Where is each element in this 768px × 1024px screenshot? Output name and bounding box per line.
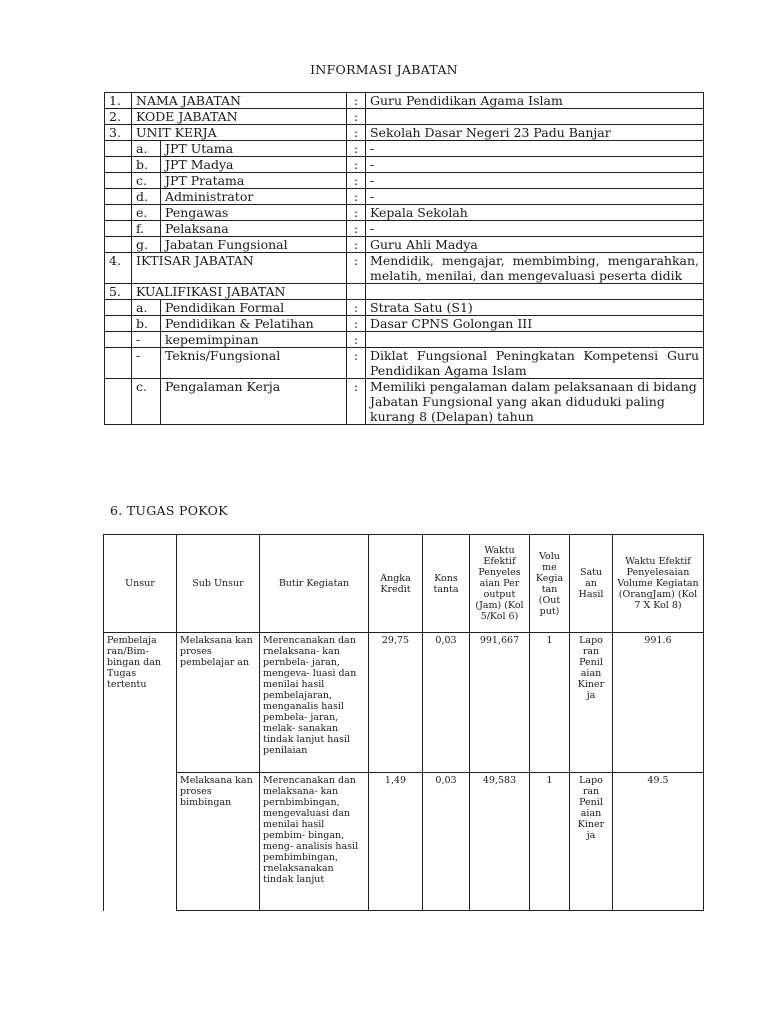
row-value: Guru Ahli Madya: [366, 237, 704, 253]
row-label: NAMA JABATAN: [132, 93, 347, 109]
row-letter: -: [132, 348, 161, 379]
row-value: Dasar CPNS Golongan III: [366, 316, 704, 332]
unsur-cell: Pembelaja ran/Bim- bingan dan Tugas tertentu: [104, 633, 177, 911]
row-letter: g.: [132, 237, 161, 253]
info-row-administrator: [105, 189, 704, 205]
header-waktu-total: Waktu Efektif Penyelesaian Volume Kegiatan (OrangJam) (Kol 7 X Kol 8): [613, 535, 704, 633]
konstanta-cell: 0,03: [423, 633, 470, 773]
row-value: Sekolah Dasar Negeri 23 Padu Banjar: [366, 125, 704, 141]
info-row-nama-jabatan: [105, 93, 704, 109]
row-letter: c.: [132, 173, 161, 189]
row-label: Jabatan Fungsional: [161, 237, 347, 253]
row-spacer: [105, 300, 132, 316]
volume-cell: 1: [530, 633, 570, 773]
row-number: 3.: [105, 125, 132, 141]
row-separator: :: [347, 141, 366, 157]
header-satuan-hasil: Satu an Hasil: [570, 535, 613, 633]
row-letter: c.: [132, 379, 161, 425]
info-row-jpt-pratama: [105, 173, 704, 189]
row-value: -: [366, 189, 704, 205]
row-value: -: [366, 173, 704, 189]
row-separator: :: [347, 157, 366, 173]
row-letter: f.: [132, 221, 161, 237]
row-label: Administrator: [161, 189, 347, 205]
row-value: [366, 109, 704, 125]
butir-cell: Merencanakan dan rnelaksana- kan pernbela- jaran, mengeva- luasi dan menilai hasil pembelajaran, menganalis hasil pembela- jaran, melak- sanakan tindak lanjut hasil penilaian: [260, 633, 369, 773]
header-sub-unsur: Sub Unsur: [177, 535, 260, 633]
row-label: Pelaksana: [161, 221, 347, 237]
header-konstanta: Kons tanta: [423, 535, 470, 633]
row-letter: a.: [132, 300, 161, 316]
waktu-cell: 991,667: [470, 633, 530, 773]
konstanta-cell: 0,03: [423, 773, 470, 911]
row-letter: e.: [132, 205, 161, 221]
row-separator: :: [347, 125, 366, 141]
satuan-cell: Lapo ran Penil aian Kiner ja: [570, 633, 613, 773]
row-separator: :: [347, 173, 366, 189]
sub-unsur-cell: Melaksana kan proses pembelajar an: [177, 633, 260, 773]
row-separator: :: [347, 237, 366, 253]
row-letter: d.: [132, 189, 161, 205]
info-row-pengalaman-kerja: [105, 379, 704, 425]
row-separator: [347, 284, 366, 300]
row-separator: :: [347, 379, 366, 425]
row-separator: :: [347, 316, 366, 332]
row-separator: :: [347, 109, 366, 125]
row-separator: :: [347, 221, 366, 237]
tugas-pokok-table: [103, 534, 704, 911]
row-label: Pengawas: [161, 205, 347, 221]
info-row-jabatan-fungsional: [105, 237, 704, 253]
info-row-pengawas: [105, 205, 704, 221]
info-row-kode-jabatan: [105, 109, 704, 125]
info-row-pendidikan-formal: [105, 300, 704, 316]
row-value: [366, 332, 704, 348]
row-label: Pengalaman Kerja: [161, 379, 347, 425]
volume-cell: 1: [530, 773, 570, 911]
row-letter: b.: [132, 157, 161, 173]
row-value: -: [366, 157, 704, 173]
row-spacer: [105, 348, 132, 379]
info-row-jpt-madya: [105, 157, 704, 173]
section-title-tugas-pokok: 6. TUGAS POKOK: [110, 503, 228, 518]
row-value: Diklat Fungsional Peningkatan Kompetensi Guru Pendidikan Agama Islam: [366, 348, 704, 379]
header-waktu-efektif: Waktu Efektif Penyeles aian Per output (Jam) (Kol 5/Kol 6): [470, 535, 530, 633]
row-separator: :: [347, 253, 366, 284]
row-separator: :: [347, 205, 366, 221]
header-butir-kegiatan: Butir Kegiatan: [260, 535, 369, 633]
total-cell: 49.5: [613, 773, 704, 911]
row-separator: :: [347, 348, 366, 379]
row-separator: :: [347, 332, 366, 348]
row-label: Pendidikan Formal: [161, 300, 347, 316]
row-spacer: [105, 379, 132, 425]
row-number: 1.: [105, 93, 132, 109]
row-label: KODE JABATAN: [132, 109, 347, 125]
row-value: Guru Pendidikan Agama Islam: [366, 93, 704, 109]
row-spacer: [105, 221, 132, 237]
row-label: kepemimpinan: [161, 332, 347, 348]
row-value: [366, 284, 704, 300]
row-number: 2.: [105, 109, 132, 125]
row-label: UNIT KERJA: [132, 125, 347, 141]
row-value: Memiliki pengalaman dalam pelaksanaan di bidang Jabatan Fungsional yang akan diduduki paling kurang 8 (Delapan) tahun: [366, 379, 704, 425]
row-value: Kepala Sekolah: [366, 205, 704, 221]
row-letter: b.: [132, 316, 161, 332]
angka-kredit-cell: 29,75: [369, 633, 423, 773]
info-row-kualifikasi-jabatan: [105, 284, 704, 300]
row-value: Mendidik, mengajar, membimbing, mengarahkan, melatih, menilai, dan mengevaluasi peserta didik: [366, 253, 704, 284]
row-spacer: [105, 237, 132, 253]
info-row-teknis-fungsional: [105, 348, 704, 379]
info-row-kepemimpinan: [105, 332, 704, 348]
table-row: [104, 773, 704, 911]
row-spacer: [105, 173, 132, 189]
row-label: JPT Utama: [161, 141, 347, 157]
header-unsur: Unsur: [104, 535, 177, 633]
waktu-cell: 49,583: [470, 773, 530, 911]
row-value: -: [366, 141, 704, 157]
row-label: Teknis/Fungsional: [161, 348, 347, 379]
sub-unsur-cell: Melaksana kan proses bimbingan: [177, 773, 260, 911]
row-separator: :: [347, 189, 366, 205]
row-value: Strata Satu (S1): [366, 300, 704, 316]
row-spacer: [105, 189, 132, 205]
info-row-unit-kerja: [105, 125, 704, 141]
info-jabatan-table: [104, 92, 704, 425]
row-label: KUALIFIKASI JABATAN: [132, 284, 347, 300]
row-letter: -: [132, 332, 161, 348]
row-label: JPT Pratama: [161, 173, 347, 189]
table-row: [104, 633, 704, 773]
row-spacer: [105, 316, 132, 332]
row-number: 4.: [105, 253, 132, 284]
row-letter: a.: [132, 141, 161, 157]
row-spacer: [105, 141, 132, 157]
row-label: JPT Madya: [161, 157, 347, 173]
row-separator: :: [347, 93, 366, 109]
info-row-jpt-utama: [105, 141, 704, 157]
header-volume: Volu me Kegia tan (Out put): [530, 535, 570, 633]
page-title: INFORMASI JABATAN: [310, 62, 458, 77]
row-spacer: [105, 157, 132, 173]
total-cell: 991.6: [613, 633, 704, 773]
angka-kredit-cell: 1,49: [369, 773, 423, 911]
info-row-pelaksana: [105, 221, 704, 237]
info-row-pendidikan-pelatihan: [105, 316, 704, 332]
satuan-cell: Lapo ran Penil aian Kiner ja: [570, 773, 613, 911]
header-angka-kredit: Angka Kredit: [369, 535, 423, 633]
butir-cell: Merencanakan dan melaksana- kan pernbimbingan, mengevaluasi dan menilai hasil pembim- bingan, meng- analisis hasil pembimbingan, rnelaksanakan tindak lanjut: [260, 773, 369, 911]
row-label: IKTISAR JABATAN: [132, 253, 347, 284]
row-spacer: [105, 205, 132, 221]
tugas-header-row: [104, 535, 704, 633]
row-value: -: [366, 221, 704, 237]
row-number: 5.: [105, 284, 132, 300]
row-separator: :: [347, 300, 366, 316]
info-row-iktisar-jabatan: [105, 253, 704, 284]
row-label: Pendidikan & Pelatihan: [161, 316, 347, 332]
row-spacer: [105, 332, 132, 348]
